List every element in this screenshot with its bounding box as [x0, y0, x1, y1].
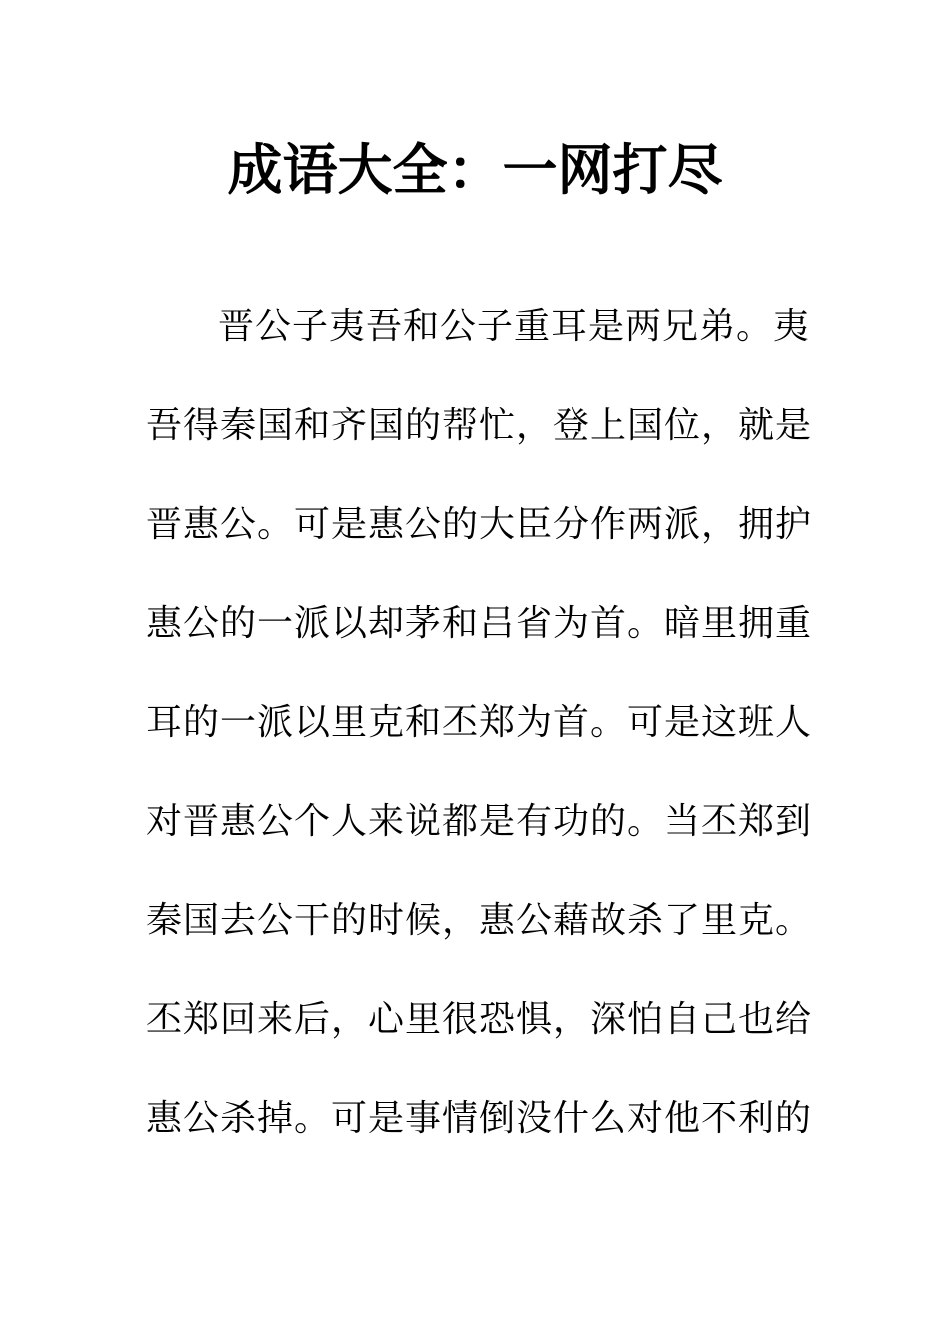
body-paragraph	[146, 302, 813, 1193]
text-line: 对晋惠公个人来说都是有功的。当丕郑到	[146, 801, 813, 842]
text-line: 丕郑回来后，心里很恐惧，深怕自己也给	[146, 999, 813, 1040]
text-line: 惠公杀掉。可是事情倒没什么对他不利的	[146, 1098, 813, 1139]
text-line: 秦国去公干的时候，惠公藉故杀了里克。	[146, 900, 813, 941]
text-line: 晋公子夷吾和公子重耳是两兄弟。夷	[218, 306, 811, 347]
text-line: 耳的一派以里克和丕郑为首。可是这班人	[146, 702, 813, 743]
text-line: 惠公的一派以却茅和吕省为首。暗里拥重	[146, 603, 813, 644]
page-title: 成语大全：一网打尽	[227, 138, 723, 202]
text-line: 吾得秦国和齐国的帮忙，登上国位，就是	[146, 405, 813, 446]
text-line: 晋惠公。可是惠公的大臣分作两派，拥护	[146, 504, 813, 545]
